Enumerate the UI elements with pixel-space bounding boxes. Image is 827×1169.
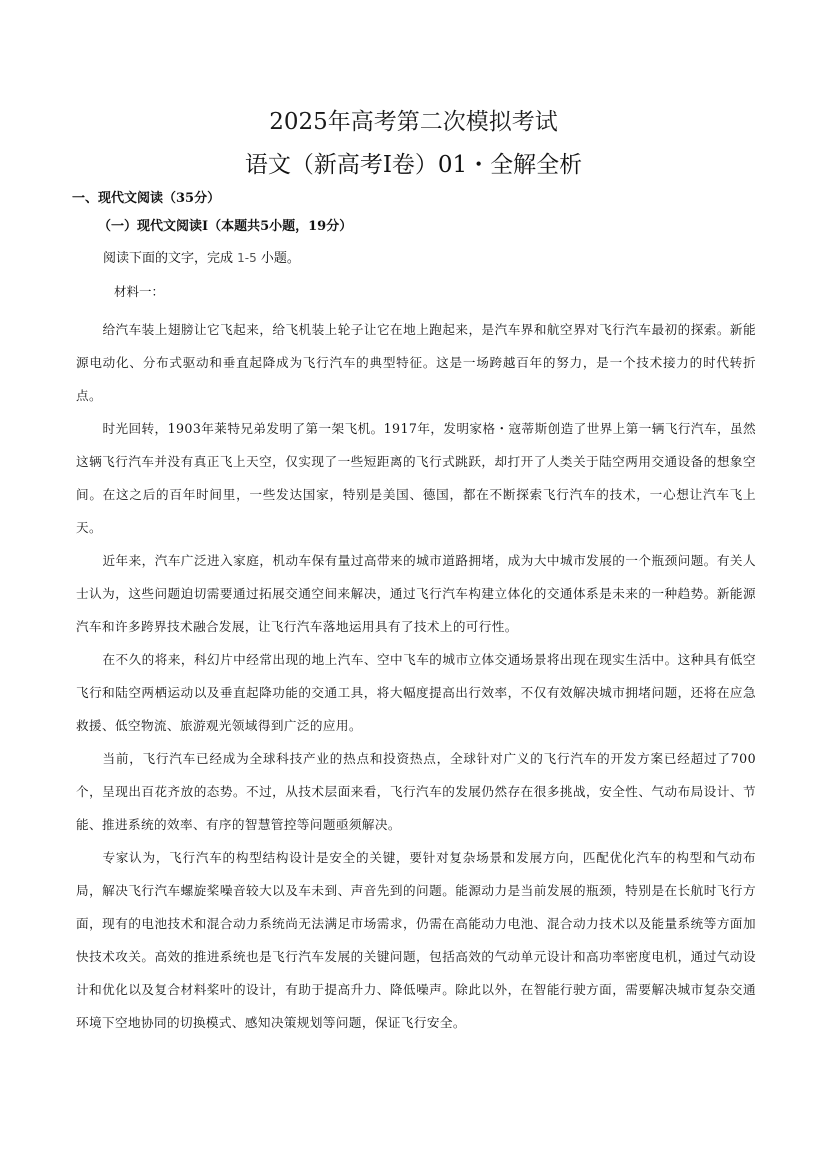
paragraph: 近年来，汽车广泛进入家庭，机动车保有量过高带来的城市道路拥堵，成为大中城市发展的一个瓶颈问题。有关人士认为，这些问题迫切需要通过拓展交通空间来解决，通过飞行汽车构建立体化的交通体系是未来的一种趋势。新能源汽车和许多跨界技术融合发展，让飞行汽车落地运用具有了技术上的可行性。 [76, 553, 756, 634]
material-label: 材料一： [114, 284, 165, 299]
section-heading: 一、现代文阅读（35分） [72, 191, 221, 206]
instruction-suffix: 小题。 [260, 251, 300, 266]
passage-body [76, 313, 756, 1039]
paragraph: 专家认为，飞行汽车的构型结构设计是安全的关键，要针对复杂场景和发展方向，匹配优化汽车的构型和气动布局，解决飞行汽车螺旋桨噪音较大以及车未到、声音先到的问题。能源动力是当前发展的瓶颈，特别是在长航时飞行方面，现有的电池技术和混合动力系统尚无法满足市场需求，仍需在高能动力电池、混合动力技术以及能量系统等方面加快技术攻关。高效的推进系统也是飞行汽车发展的关键问题，包括高效的气动单元设计和高功率密度电机，通过气动设计和优化以及复合材料桨叶的设计，有助于提高升力、降低噪声。除此以外，在智能行驶方面，需要解决城市复杂交通环境下空地协同的切换模式、感知决策规划等问题，保证飞行安全。 [76, 850, 756, 1030]
paragraph: 给汽车装上翅膀让它飞起来，给飞机装上轮子让它在地上跑起来，是汽车界和航空界对飞行汽车最初的探索。新能源电动化、分布式驱动和垂直起降成为飞行汽车的典型特征。这是一场跨越百年的努力，是一个技术接力的时代转折点。 [76, 322, 756, 403]
paragraph: 时光回转，1903年莱特兄弟发明了第一架飞机。1917年，发明家格・寇蒂斯创造了世界上第一辆飞行汽车，虽然这辆飞行汽车并没有真正飞上天空，仅实现了一些短距离的飞行式跳跃，却打开了人类关于陆空两用交通设备的想象空间。在这之后的百年时间里，一些发达国家，特别是美国、德国，都在不断探索飞行汽车的技术，一心想让汽车飞上天。 [76, 421, 756, 535]
reading-instruction [103, 249, 300, 268]
instruction-prefix: 阅读下面的文字，完成 [103, 251, 234, 266]
document-subtitle: 语文（新高考Ⅰ卷）01・全解全析 [244, 152, 583, 178]
instruction-range: 1-5 [237, 251, 257, 265]
paragraph: 在不久的将来，科幻片中经常出现的地上汽车、空中飞车的城市立体交通场景将出现在现实生活中。这种具有低空飞行和陆空两栖运动以及垂直起降功能的交通工具，将大幅度提高出行效率，不仅有效解决城市拥堵问题，还将在应急救援、低空物流、旅游观光领域得到广泛的应用。 [76, 652, 756, 733]
paragraph: 当前，飞行汽车已经成为全球科技产业的热点和投资热点，全球针对广义的飞行汽车的开发方案已经超过了700个，呈现出百花齐放的态势。不过，从技术层面来看，飞行汽车的发展仍然存在很多挑战，安全性、气动布局设计、节能、推进系统的效率、有序的智慧管控等问题亟须解决。 [76, 751, 756, 832]
document-title: 2025年高考第二次模拟考试 [269, 109, 558, 135]
subsection-heading: （一）现代文阅读Ⅰ（本题共5小题，19分） [98, 219, 353, 234]
